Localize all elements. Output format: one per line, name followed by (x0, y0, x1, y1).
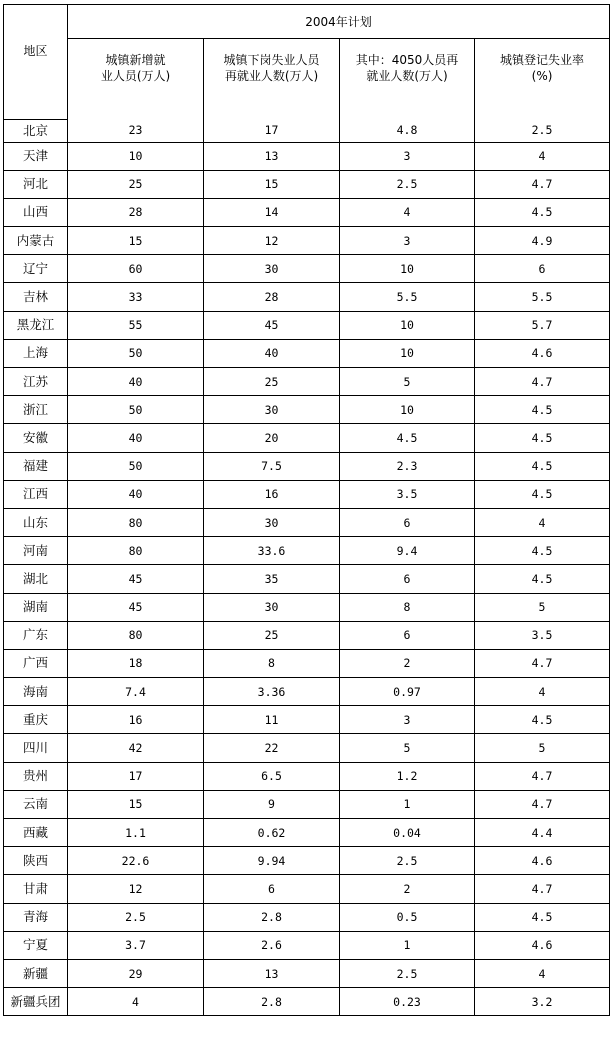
new-employment-cell: 60 (68, 255, 204, 283)
new-employment-cell: 80 (68, 621, 204, 649)
reemployment-cell: 13 (204, 959, 340, 987)
table-row (4, 452, 610, 480)
unemployment-rate-cell: 4.7 (475, 790, 610, 818)
region-cell: 新疆 (4, 959, 68, 987)
reemployment-4050-cell: 0.97 (340, 678, 475, 706)
unemployment-rate-cell: 4.7 (475, 875, 610, 903)
reemployment-4050-cell: 3.5 (340, 480, 475, 508)
region-cell: 山西 (4, 198, 68, 226)
reemployment-cell: 30 (204, 593, 340, 621)
new-employment-cell: 42 (68, 734, 204, 762)
reemployment-4050-cell: 2 (340, 875, 475, 903)
unemployment-rate-cell: 4.7 (475, 762, 610, 790)
reemployment-4050-cell: 5 (340, 368, 475, 396)
table-row (4, 988, 610, 1016)
reemployment-4050-cell: 4 (340, 198, 475, 226)
table-row (4, 847, 610, 875)
new-employment-cell: 55 (68, 311, 204, 339)
reemployment-cell: 6 (204, 875, 340, 903)
table-row (4, 227, 610, 255)
table-body (4, 119, 610, 1016)
new-employment-cell: 16 (68, 706, 204, 734)
reemployment-cell: 9.94 (204, 847, 340, 875)
reemployment-4050-cell: 2 (340, 649, 475, 677)
reemployment-4050-cell: 6 (340, 565, 475, 593)
table-row (4, 931, 610, 959)
column-header-line: 业人员(万人) (100, 69, 171, 83)
new-employment-cell: 25 (68, 170, 204, 198)
reemployment-cell: 11 (204, 706, 340, 734)
new-employment-cell: 1.1 (68, 819, 204, 847)
column-header-line: 再就业人数(万人) (224, 69, 319, 83)
region-header: 地区 (4, 5, 68, 120)
new-employment-cell: 15 (68, 227, 204, 255)
reemployment-4050-cell: 0.23 (340, 988, 475, 1016)
unemployment-rate-cell: 2.5 (475, 119, 610, 142)
reemployment-4050-cell: 2.5 (340, 847, 475, 875)
reemployment-4050-cell: 9.4 (340, 537, 475, 565)
region-cell: 宁夏 (4, 931, 68, 959)
reemployment-cell: 40 (204, 339, 340, 367)
region-cell: 河北 (4, 170, 68, 198)
table-row (4, 396, 610, 424)
new-employment-cell: 17 (68, 762, 204, 790)
region-cell: 河南 (4, 537, 68, 565)
unemployment-rate-cell: 3.2 (475, 988, 610, 1016)
table-row (4, 198, 610, 226)
column-header-line: 其中：4050人员再 (355, 53, 459, 67)
reemployment-cell: 25 (204, 368, 340, 396)
reemployment-4050-cell: 3 (340, 227, 475, 255)
table-row (4, 565, 610, 593)
reemployment-cell: 6.5 (204, 762, 340, 790)
reemployment-cell: 45 (204, 311, 340, 339)
reemployment-4050-cell: 0.5 (340, 903, 475, 931)
column-header-line: (%) (531, 69, 553, 83)
reemployment-4050-cell: 1.2 (340, 762, 475, 790)
unemployment-rate-cell: 4.7 (475, 649, 610, 677)
table-row (4, 508, 610, 536)
region-cell: 四川 (4, 734, 68, 762)
reemployment-cell: 2.8 (204, 988, 340, 1016)
reemployment-cell: 0.62 (204, 819, 340, 847)
new-employment-cell: 12 (68, 875, 204, 903)
header-row-columns (4, 39, 610, 120)
reemployment-cell: 30 (204, 396, 340, 424)
reemployment-4050-cell: 10 (340, 311, 475, 339)
table-row (4, 875, 610, 903)
table-row (4, 170, 610, 198)
reemployment-cell: 35 (204, 565, 340, 593)
table-row (4, 959, 610, 987)
column-header-line: 城镇登记失业率 (500, 53, 585, 67)
unemployment-rate-cell: 5 (475, 593, 610, 621)
unemployment-rate-cell: 4.5 (475, 903, 610, 931)
reemployment-4050-cell: 1 (340, 790, 475, 818)
unemployment-rate-cell: 4.9 (475, 227, 610, 255)
table-row (4, 649, 610, 677)
region-cell: 重庆 (4, 706, 68, 734)
table-row (4, 903, 610, 931)
table-row (4, 283, 610, 311)
reemployment-cell: 3.36 (204, 678, 340, 706)
new-employment-cell: 50 (68, 452, 204, 480)
header-row-top (4, 5, 610, 39)
reemployment-4050-cell: 2.3 (340, 452, 475, 480)
reemployment-cell: 33.6 (204, 537, 340, 565)
region-cell: 浙江 (4, 396, 68, 424)
new-employment-cell: 50 (68, 396, 204, 424)
table-row (4, 678, 610, 706)
unemployment-rate-cell: 6 (475, 255, 610, 283)
reemployment-cell: 8 (204, 649, 340, 677)
new-employment-cell: 4 (68, 988, 204, 1016)
reemployment-cell: 15 (204, 170, 340, 198)
reemployment-4050-cell: 1 (340, 931, 475, 959)
table-row (4, 480, 610, 508)
reemployment-cell: 16 (204, 480, 340, 508)
reemployment-4050-cell: 0.04 (340, 819, 475, 847)
table-row (4, 339, 610, 367)
new-employment-cell: 50 (68, 339, 204, 367)
unemployment-rate-cell: 4.5 (475, 565, 610, 593)
table-row (4, 119, 610, 142)
table-row (4, 621, 610, 649)
unemployment-rate-cell: 4.5 (475, 452, 610, 480)
unemployment-rate-cell: 5.7 (475, 311, 610, 339)
region-cell: 甘肃 (4, 875, 68, 903)
region-cell: 江西 (4, 480, 68, 508)
reemployment-cell: 28 (204, 283, 340, 311)
region-cell: 贵州 (4, 762, 68, 790)
unemployment-rate-cell: 5.5 (475, 283, 610, 311)
reemployment-4050-cell: 10 (340, 339, 475, 367)
employment-plan-table (3, 4, 610, 1016)
region-cell: 安徽 (4, 424, 68, 452)
reemployment-4050-cell: 5.5 (340, 283, 475, 311)
reemployment-header (204, 39, 340, 120)
new-employment-cell: 28 (68, 198, 204, 226)
new-employment-cell: 45 (68, 593, 204, 621)
reemployment-4050-cell: 5 (340, 734, 475, 762)
reemployment-4050-cell: 8 (340, 593, 475, 621)
new-employment-cell: 22.6 (68, 847, 204, 875)
new-employment-cell: 80 (68, 508, 204, 536)
unemployment-rate-cell: 4.5 (475, 706, 610, 734)
table-row (4, 368, 610, 396)
unemployment-rate-cell: 3.5 (475, 621, 610, 649)
new-employment-header (68, 39, 204, 120)
region-cell: 云南 (4, 790, 68, 818)
unemployment-rate-cell: 4.6 (475, 339, 610, 367)
new-employment-cell: 80 (68, 537, 204, 565)
region-cell: 广东 (4, 621, 68, 649)
reemployment-cell: 2.8 (204, 903, 340, 931)
region-cell: 湖南 (4, 593, 68, 621)
region-cell: 黑龙江 (4, 311, 68, 339)
table-row (4, 311, 610, 339)
new-employment-cell: 40 (68, 368, 204, 396)
table-row (4, 762, 610, 790)
unemployment-rate-cell: 4.6 (475, 847, 610, 875)
reemployment-4050-cell: 6 (340, 508, 475, 536)
new-employment-cell: 18 (68, 649, 204, 677)
region-cell: 江苏 (4, 368, 68, 396)
unemployment-rate-cell: 4 (475, 142, 610, 170)
region-cell: 吉林 (4, 283, 68, 311)
table-row (4, 790, 610, 818)
unemployment-rate-cell: 4.7 (475, 170, 610, 198)
reemployment-cell: 20 (204, 424, 340, 452)
table-row (4, 706, 610, 734)
new-employment-cell: 45 (68, 565, 204, 593)
new-employment-cell: 15 (68, 790, 204, 818)
reemployment-cell: 12 (204, 227, 340, 255)
region-cell: 辽宁 (4, 255, 68, 283)
reemployment-cell: 22 (204, 734, 340, 762)
unemployment-rate-cell: 4 (475, 508, 610, 536)
region-cell: 青海 (4, 903, 68, 931)
unemployment-rate-cell: 4.5 (475, 480, 610, 508)
region-cell: 西藏 (4, 819, 68, 847)
new-employment-cell: 23 (68, 119, 204, 142)
reemployment-cell: 7.5 (204, 452, 340, 480)
new-employment-cell: 2.5 (68, 903, 204, 931)
unemployment-rate-cell: 5 (475, 734, 610, 762)
region-cell: 山东 (4, 508, 68, 536)
table-row (4, 255, 610, 283)
reemployment-cell: 13 (204, 142, 340, 170)
unemployment-rate-cell: 4 (475, 678, 610, 706)
unemployment-rate-cell: 4.5 (475, 396, 610, 424)
table-row (4, 424, 610, 452)
region-cell: 广西 (4, 649, 68, 677)
unemployment-rate-cell: 4.6 (475, 931, 610, 959)
region-cell: 内蒙古 (4, 227, 68, 255)
unemployment-rate-header (475, 39, 610, 120)
reemployment-4050-cell: 3 (340, 142, 475, 170)
new-employment-cell: 40 (68, 424, 204, 452)
region-cell: 福建 (4, 452, 68, 480)
table-row (4, 142, 610, 170)
reemployment-4050-cell: 3 (340, 706, 475, 734)
unemployment-rate-cell: 4.4 (475, 819, 610, 847)
new-employment-cell: 33 (68, 283, 204, 311)
region-cell: 新疆兵团 (4, 988, 68, 1016)
table-row (4, 593, 610, 621)
reemployment-cell: 2.6 (204, 931, 340, 959)
new-employment-cell: 40 (68, 480, 204, 508)
region-cell: 上海 (4, 339, 68, 367)
unemployment-rate-cell: 4.5 (475, 198, 610, 226)
new-employment-cell: 10 (68, 142, 204, 170)
region-cell: 北京 (4, 119, 68, 142)
reemployment-cell: 17 (204, 119, 340, 142)
reemployment-cell: 9 (204, 790, 340, 818)
reemployment-4050-cell: 4.8 (340, 119, 475, 142)
unemployment-rate-cell: 4.5 (475, 424, 610, 452)
reemployment-cell: 14 (204, 198, 340, 226)
reemployment-cell: 30 (204, 508, 340, 536)
reemployment-4050-cell: 10 (340, 396, 475, 424)
reemployment-4050-cell: 2.5 (340, 959, 475, 987)
plan-year-header: 2004年计划 (68, 5, 610, 39)
region-cell: 海南 (4, 678, 68, 706)
table-row (4, 819, 610, 847)
new-employment-cell: 7.4 (68, 678, 204, 706)
unemployment-rate-cell: 4.7 (475, 368, 610, 396)
new-employment-cell: 29 (68, 959, 204, 987)
column-header-line: 城镇下岗失业人员 (223, 53, 320, 67)
column-header-line: 就业人数(万人) (366, 69, 448, 83)
new-employment-cell: 3.7 (68, 931, 204, 959)
unemployment-rate-cell: 4 (475, 959, 610, 987)
reemployment-4050-header (340, 39, 475, 120)
table-row (4, 537, 610, 565)
unemployment-rate-cell: 4.5 (475, 537, 610, 565)
reemployment-cell: 30 (204, 255, 340, 283)
reemployment-4050-cell: 4.5 (340, 424, 475, 452)
table-row (4, 734, 610, 762)
column-header-line: 城镇新增就 (105, 53, 166, 67)
region-cell: 天津 (4, 142, 68, 170)
reemployment-4050-cell: 10 (340, 255, 475, 283)
region-cell: 陕西 (4, 847, 68, 875)
region-cell: 湖北 (4, 565, 68, 593)
reemployment-4050-cell: 6 (340, 621, 475, 649)
reemployment-4050-cell: 2.5 (340, 170, 475, 198)
reemployment-cell: 25 (204, 621, 340, 649)
